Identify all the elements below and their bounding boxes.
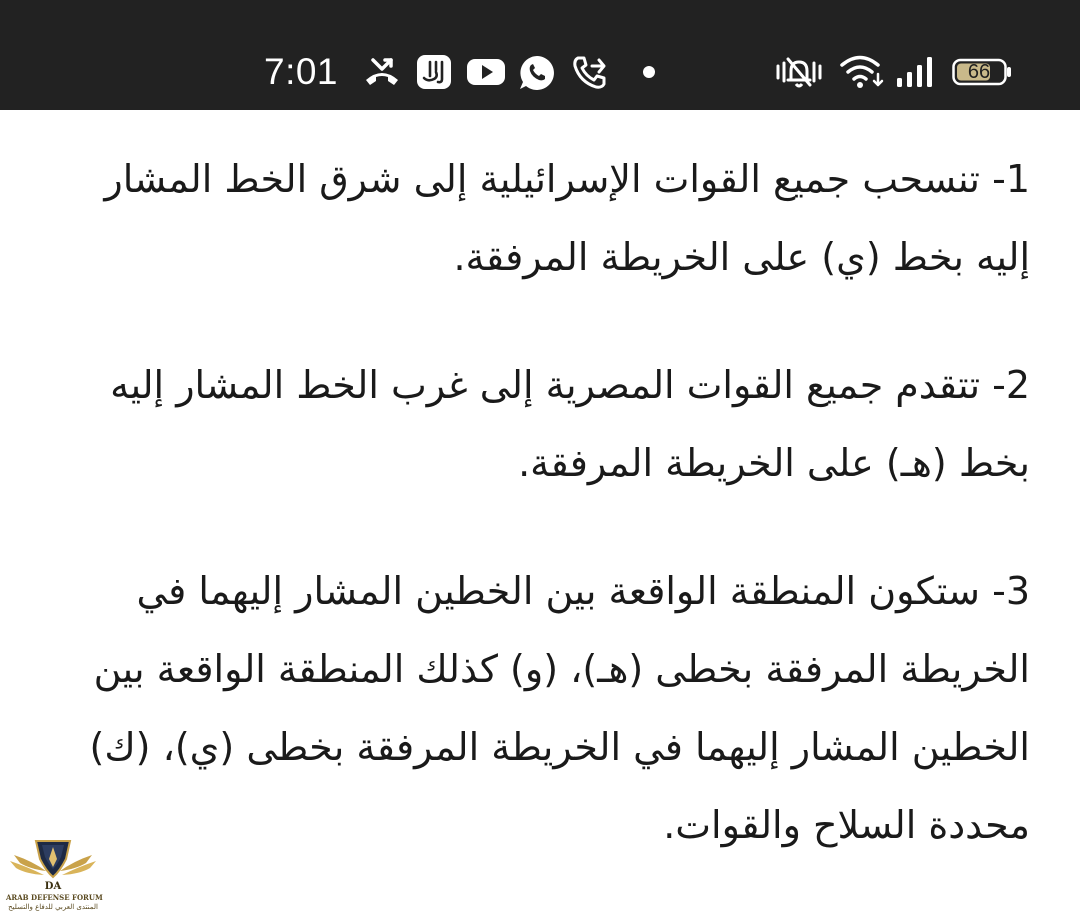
article-paragraph-1: 1- تنسحب جميع القوات الإسرائيلية إلى شرق الخط المشار إليه بخط (ي) على الخريطة المرفقة. [104, 157, 1030, 279]
battery-level-text: 66 [967, 60, 991, 83]
status-bar [0, 0, 1080, 110]
article-body [40, 140, 1030, 864]
status-time: 7:01 [264, 51, 339, 92]
forum-name-english: ARAB DEFENSE FORUM [6, 893, 103, 902]
wifi-icon [840, 54, 884, 90]
forum-logo-icon [6, 837, 100, 891]
app-notification-icon [416, 54, 452, 90]
missed-call-icon [362, 54, 402, 90]
more-notifications-dot-icon [641, 54, 657, 90]
arab-defense-forum-watermark [6, 837, 103, 915]
youtube-icon [466, 54, 506, 90]
cellular-signal-icon [896, 54, 936, 90]
whatsapp-icon [518, 54, 556, 90]
vibrate-mute-icon [776, 54, 822, 90]
battery-icon [952, 54, 1012, 90]
forum-logo-letters: DA [44, 881, 62, 891]
forum-name-arabic: المنتدى العربي للدفاع والتسليح [8, 903, 98, 911]
call-forward-icon [572, 54, 608, 90]
article-paragraph-3: 3- ستكون المنطقة الواقعة بين الخطين المشار إليهما في الخريطة المرفقة بخطى (هـ)، (و) كذلك المنطقة الواقعة بين الخطين المشار إليهما في الخريطة المرفقة بخطى (ي)، (ك) محددة السلاح والقوات. [89, 569, 1030, 847]
article-paragraph-2: 2- تتقدم جميع القوات المصرية إلى غرب الخط المشار إليه بخط (هـ) على الخريطة المرفقة. [110, 363, 1030, 485]
